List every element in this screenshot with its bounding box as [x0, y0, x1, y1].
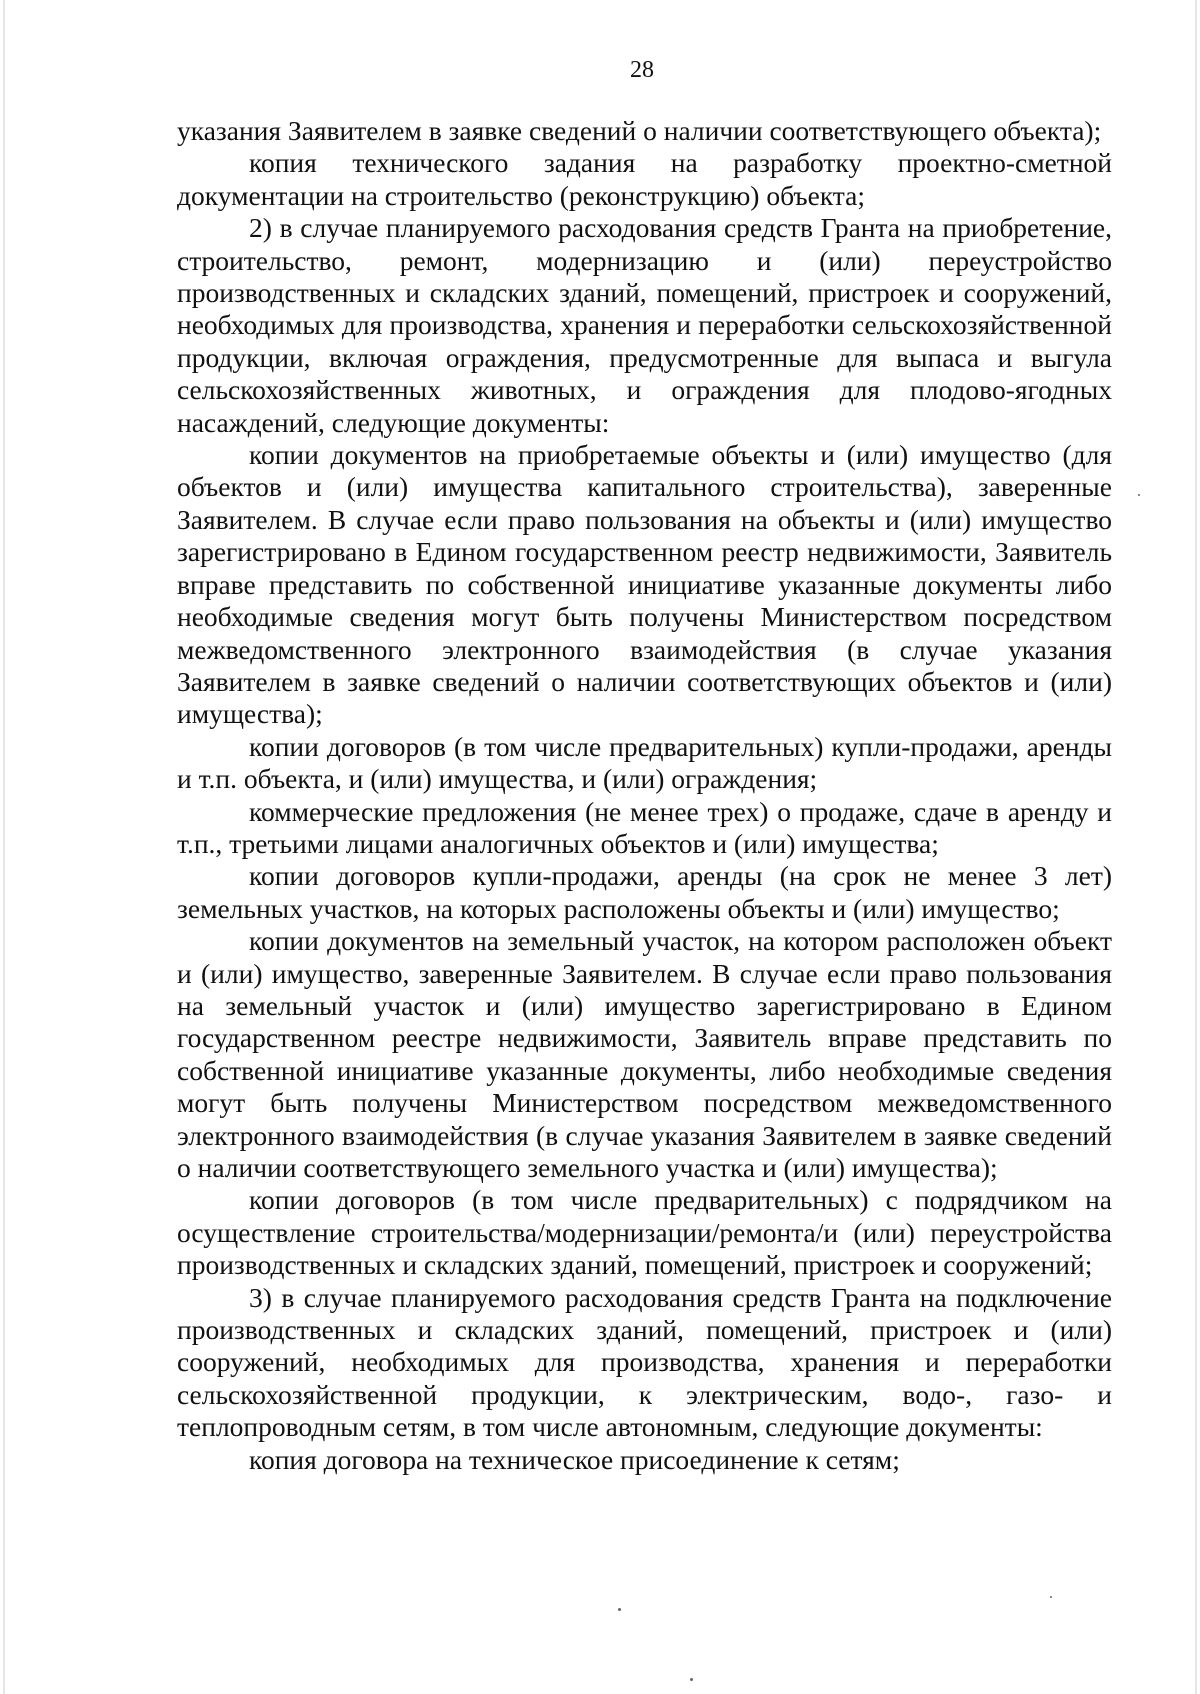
paragraph: копии договоров (в том числе предварительных) купли-продажи, аренды и т.п. объекта, и (или) имущества, и (или) ограждения;	[177, 730, 1112, 795]
scan-speck	[1050, 1596, 1052, 1598]
paragraph: коммерческие предложения (не менее трех) о продаже, сдаче в аренду и т.п., третьими лицами аналогичных объектов и (или) имущества;	[177, 795, 1112, 859]
page-number: 28	[630, 57, 654, 83]
scan-speck	[618, 1608, 621, 1611]
scan-speck	[1138, 494, 1140, 496]
scan-edge-left	[3, 0, 5, 1694]
paragraph: 2) в случае планируемого расходования средств Гранта на приобретение, строительство, ремонт, модернизацию и (или) переустройство производственных и складских зданий, помещений, пристроек и сооружений, необходимых для производства, хранения и переработки сельскохозяйственной продукции, включая ограждения, предусмотренные для выпаса и выгула сельскохозяйственных животных, и ограждения для плодово-ягодных насаждений, следующие документы:	[177, 212, 1112, 438]
paragraph: указания Заявителем в заявке сведений о наличии соответствующего объекта);	[177, 115, 1102, 146]
scan-edge-right	[1195, 0, 1197, 1694]
paragraph: копии документов на земельный участок, на котором расположен объект и (или) имущество, заверенные Заявителем. В случае если право пользования на земельный участок и (или) имущество зарегистрировано в Едином государственном реестре недвижимости, Заявитель вправе представить по собственной инициативе указанные документы, либо необходимые сведения могут быть получены Министерством посредством межведомственного электронного взаимодействия (в случае указания Заявителем в заявке сведений о наличии соответствующего земельного участка и (или) имущества);	[177, 925, 1112, 1183]
document-body	[177, 115, 1112, 1476]
paragraph: копия договора на техническое присоединение к сетям;	[249, 1443, 900, 1475]
paragraph: копии договоров (в том числе предварительных) с подрядчиком на осуществление строительства/модернизации/ремонта/и (или) переустройства производственных и складских зданий, помещений, пристроек и сооружений;	[177, 1184, 1112, 1281]
scan-speck	[690, 1678, 693, 1681]
paragraph: копия технического задания на разработку проектно-сметной документации на строительство (реконструкцию) объекта;	[177, 147, 1112, 211]
paragraph: копии документов на приобретаемые объекты и (или) имущество (для объектов и (или) имущества капитального строительства), заверенные Заявителем. В случае если право пользования на объекты и (или) имущество зарегистрировано в Едином государственном реестр недвижимости, Заявитель вправе представить по собственной инициативе указанные документы либо необходимые сведения могут быть получены Министерством посредством межведомственного электронного взаимодействия (в случае указания Заявителем в заявке сведений о наличии соответствующих объектов и (или) имущества);	[177, 439, 1112, 730]
paragraph: копии договоров купли-продажи, аренды (на срок не менее 3 лет) земельных участков, на которых расположены объекты и (или) имущество;	[177, 860, 1112, 924]
paragraph: 3) в случае планируемого расходования средств Гранта на подключение производственных и складских зданий, помещений, пристроек и (или) сооружений, необходимых для производства, хранения и переработки сельскохозяйственной продукции, к электрическим, водо-, газо- и теплопроводным сетям, в том числе автономным, следующие документы:	[177, 1281, 1112, 1443]
